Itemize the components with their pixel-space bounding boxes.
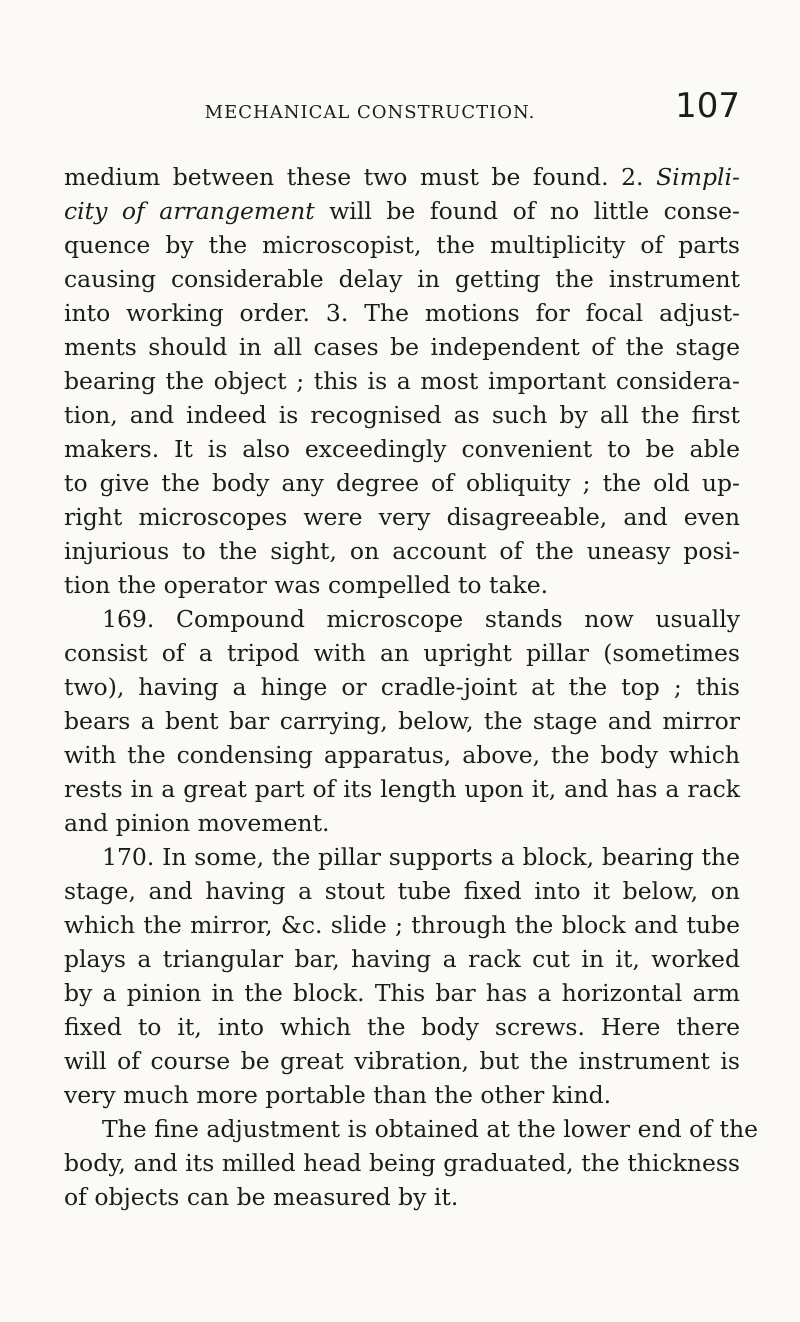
- line-text: consist of a tripod with an upright pillar (sometimes: [64, 639, 740, 667]
- text-line: [64, 1078, 740, 1112]
- text-line: [64, 738, 740, 772]
- line-text: injurious to the sight, on account of the uneasy posi-: [64, 537, 740, 565]
- line-text: by a pinion in the block. This bar has a horizontal arm: [64, 979, 740, 1007]
- text-line: [64, 1112, 758, 1146]
- line-text: of objects can be measured by it.: [64, 1183, 459, 1211]
- line-text: tion, and indeed is recognised as such by all the first: [64, 401, 740, 429]
- text-line: [64, 432, 740, 466]
- line-text: plays a triangular bar, having a rack cut in it, worked: [64, 945, 740, 973]
- line-text: 169. Compound microscope stands now usually: [102, 605, 740, 633]
- text-line: [64, 296, 740, 330]
- line-text: right microscopes were very disagreeable, and even: [64, 503, 740, 531]
- text-line: [64, 1146, 740, 1180]
- body-text: [64, 160, 758, 1214]
- text-line: [64, 262, 740, 296]
- line-text: The fine adjustment is obtained at the lower end of the: [102, 1115, 758, 1143]
- line-text: which the mirror, &c. slide ; through the block and tube: [64, 911, 740, 939]
- text-line: [64, 398, 740, 432]
- line-text: two), having a hinge or cradle-joint at the top ; this: [64, 673, 740, 701]
- line-text: fixed to it, into which the body screws. Here there: [64, 1013, 740, 1041]
- line-text: medium between these two must be found. 2.: [64, 163, 657, 191]
- line-text: with the condensing apparatus, above, the body which: [64, 741, 740, 769]
- italic-phrase: Simpli-: [656, 163, 740, 191]
- text-line: [64, 466, 740, 500]
- line-text: 170. In some, the pillar supports a block, bearing the: [102, 843, 740, 871]
- text-line: [64, 534, 740, 568]
- line-text: bears a bent bar carrying, below, the stage and mirror: [64, 707, 740, 735]
- line-text: quence by the microscopist, the multiplicity of parts: [64, 231, 740, 259]
- text-line: [64, 1180, 740, 1214]
- line-text: rests in a great part of its length upon it, and has a rack: [64, 775, 740, 803]
- text-line: [64, 704, 740, 738]
- text-line: [64, 806, 740, 840]
- text-line: [64, 1044, 740, 1078]
- line-text: ments should in all cases be independent of the stage: [64, 333, 740, 361]
- text-line: [64, 840, 740, 874]
- text-line: [64, 874, 740, 908]
- text-line: [64, 772, 740, 806]
- line-text: will of course be great vibration, but the instrument is: [64, 1047, 740, 1075]
- running-title: MECHANICAL CONSTRUCTION.: [204, 102, 536, 123]
- line-text: stage, and having a stout tube fixed into it below, on: [64, 877, 740, 905]
- line-text: will be found of no little conse-: [314, 197, 740, 225]
- italic-phrase: city of arrangement: [64, 197, 315, 225]
- text-line: [64, 602, 740, 636]
- line-text: to give the body any degree of obliquity ; the old up-: [64, 469, 740, 497]
- page-number: 107: [675, 86, 740, 126]
- line-text: and pinion movement.: [64, 809, 330, 837]
- text-line: [64, 908, 740, 942]
- text-line: [64, 568, 740, 602]
- line-text: body, and its milled head being graduated, the thickness: [64, 1149, 740, 1177]
- text-line: [64, 670, 740, 704]
- line-text: very much more portable than the other kind.: [64, 1081, 612, 1109]
- text-line: [64, 330, 740, 364]
- text-line: [64, 942, 740, 976]
- text-line: [64, 194, 740, 228]
- text-line: [64, 228, 740, 262]
- running-head: [100, 86, 740, 126]
- line-text: bearing the object ; this is a most important considera-: [64, 367, 740, 395]
- line-text: tion the operator was compelled to take.: [64, 571, 549, 599]
- line-text: causing considerable delay in getting the instrument: [64, 265, 740, 293]
- text-line: [64, 1010, 740, 1044]
- text-line: [64, 976, 740, 1010]
- text-line: [64, 160, 740, 194]
- line-text: into working order. 3. The motions for focal adjust-: [64, 299, 740, 327]
- text-line: [64, 636, 740, 670]
- text-line: [64, 500, 740, 534]
- line-text: makers. It is also exceedingly convenient to be able: [64, 435, 740, 463]
- text-line: [64, 364, 740, 398]
